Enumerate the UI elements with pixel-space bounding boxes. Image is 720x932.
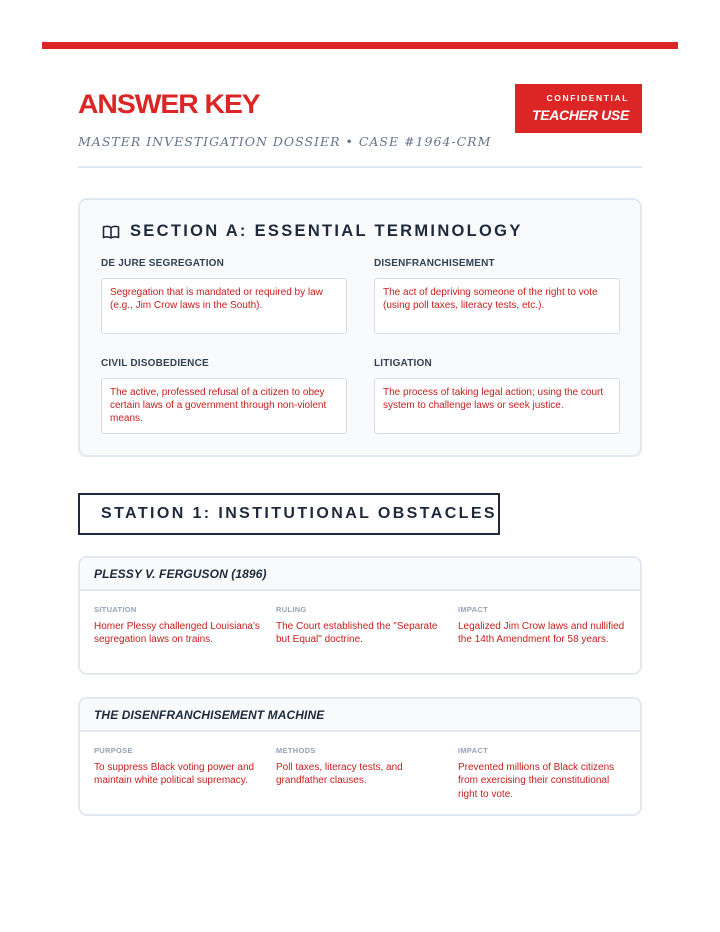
case-col-impact (458, 746, 630, 801)
section-a-title: SECTION A: ESSENTIAL TERMINOLOGY (130, 222, 523, 240)
col-value: Poll taxes, literacy tests, and grandfather clauses. (276, 762, 403, 787)
col-key: PURPOSE (94, 746, 133, 755)
col-value: Homer Plessy challenged Louisiana's segregation laws on trains. (94, 621, 260, 646)
teacher-use-stamp (515, 84, 642, 133)
case-card-header (80, 699, 640, 732)
case-card-title: PLESSY V. FERGUSON (1896) (94, 566, 267, 581)
col-key: RULING (276, 605, 307, 614)
case-col-impact (458, 605, 630, 647)
station-1-heading (78, 493, 500, 535)
term-civil-disobedience (101, 358, 347, 434)
case-col-purpose (94, 746, 266, 788)
stamp-teacher-use: TEACHER USE (531, 107, 629, 123)
section-a-heading (102, 222, 523, 241)
station-title: STATION 1: INSTITUTIONAL OBSTACLES (101, 505, 497, 522)
col-value: To suppress Black voting power and maintain white political supremacy. (94, 762, 255, 787)
case-col-situation (94, 605, 266, 647)
section-a-panel (78, 198, 642, 457)
col-value: Prevented millions of Black citizens from exercising their constitutional right to vote. (458, 762, 615, 800)
header-divider (78, 166, 642, 168)
term-label: DISENFRANCHISEMENT (374, 258, 495, 269)
term-litigation (374, 358, 620, 434)
term-definition: The active, professed refusal of a citizen to obey certain laws of a government through non-violent means. (101, 378, 347, 434)
case-card-plessy (78, 556, 642, 675)
case-col-ruling (276, 605, 448, 647)
book-icon (102, 224, 120, 240)
col-value: Legalized Jim Crow laws and nullified the 14th Amendment for 58 years. (458, 621, 625, 646)
term-de-jure-segregation (101, 258, 347, 334)
case-card-disenfranchisement (78, 697, 642, 816)
term-label: DE JURE SEGREGATION (101, 258, 225, 269)
stamp-confidential: CONFIDENTIAL (546, 93, 629, 103)
col-value: The Court established the "Separate but Equal" doctrine. (276, 621, 438, 646)
page-header (78, 84, 642, 149)
top-accent-bar (42, 42, 678, 49)
term-definition: The process of taking legal action; using the court system to challenge laws or seek justice. (374, 378, 620, 434)
term-disenfranchisement (374, 258, 620, 334)
case-card-header (80, 558, 640, 591)
col-key: METHODS (276, 746, 316, 755)
page-title: ANSWER KEY (78, 89, 260, 119)
col-key: IMPACT (458, 605, 488, 614)
col-key: IMPACT (458, 746, 488, 755)
col-key: SITUATION (94, 605, 137, 614)
term-label: CIVIL DISOBEDIENCE (101, 358, 209, 369)
term-definition: Segregation that is mandated or required by law (e.g., Jim Crow laws in the South). (101, 278, 347, 334)
case-card-title: THE DISENFRANCHISEMENT MACHINE (94, 707, 325, 722)
term-definition: The act of depriving someone of the right to vote (using poll taxes, literacy tests, etc.). (374, 278, 620, 334)
page-subtitle: MASTER INVESTIGATION DOSSIER • CASE #1964-CRM (78, 134, 492, 149)
term-label: LITIGATION (374, 358, 432, 369)
case-col-methods (276, 746, 448, 788)
